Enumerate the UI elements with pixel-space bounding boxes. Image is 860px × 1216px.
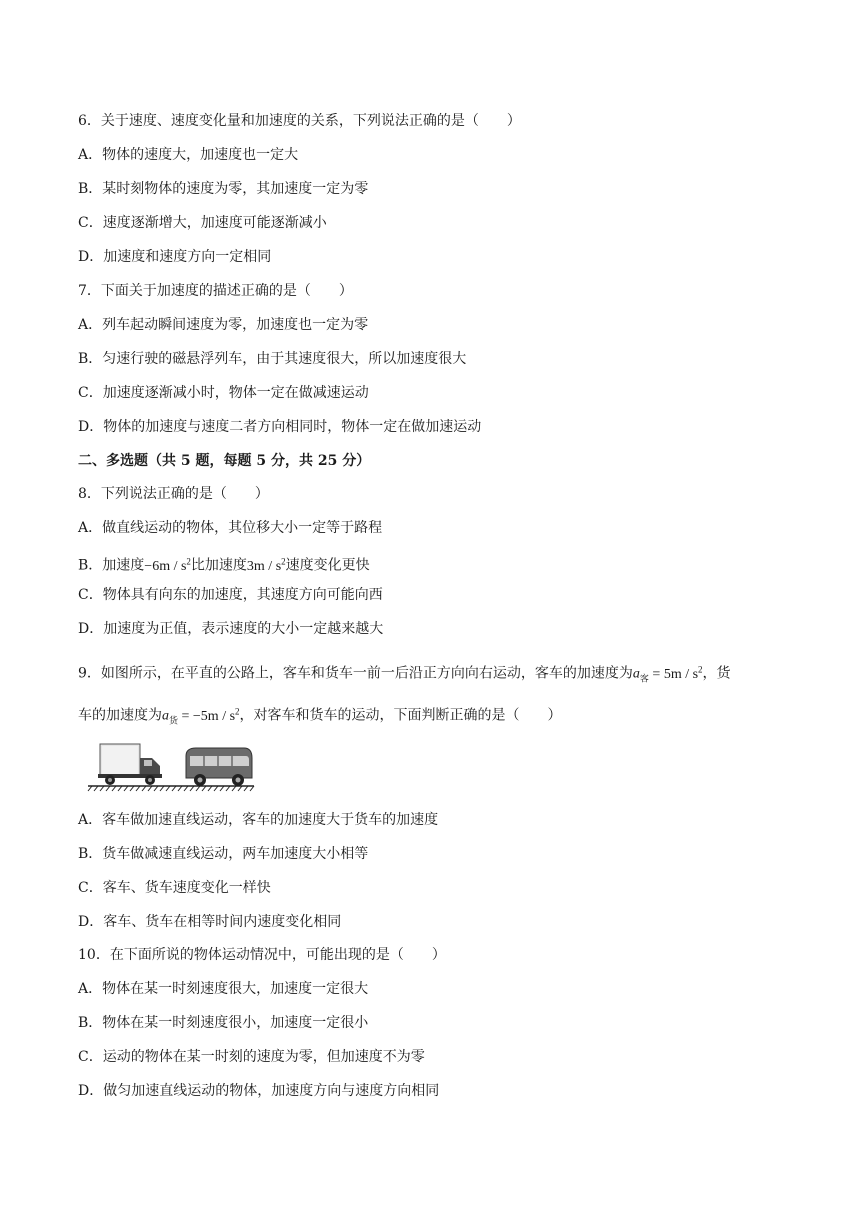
bus-icon <box>186 748 252 786</box>
question-9-stem-line2: 车的加速度为$a_货 = -5m / s^2$，对客车和货车的运动，下面判断正确的是（ ） <box>78 706 562 727</box>
question-10-option-b: B．物体在某一时刻速度很小，加速度一定很小 <box>78 1015 369 1031</box>
option-b-suffix: 速度变化更快 <box>285 557 370 574</box>
question-10-stem: 10．在下面所说的物体运动情况中，可能出现的是（ ） <box>78 947 446 963</box>
question-6-stem: 6．关于速度、速度变化量和加速度的关系，下列说法正确的是（ ） <box>78 113 521 129</box>
acceleration-value-2: $3m / s^2$ <box>246 556 286 574</box>
question-9-stem-line1: 9．如图所示，在平直的公路上，客车和货车一前一后沿正方向向右运动，客车的加速度为$a_客 = 5m / s^2$，货 <box>78 664 731 685</box>
question-9-option-c: C．客车、货车速度变化一样快 <box>78 880 271 896</box>
question-8-stem: 8．下列说法正确的是（ ） <box>78 486 269 502</box>
question-8-option-b <box>78 551 370 577</box>
question-9-option-d: D．客车、货车在相等时间内速度变化相同 <box>78 914 342 930</box>
truck-icon <box>98 744 162 785</box>
question-8-option-a: A．做直线运动的物体，其位移大小一定等于路程 <box>78 520 383 536</box>
question-9-option-b: B．货车做减速直线运动，两车加速度大小相等 <box>78 846 369 862</box>
question-6-option-b: B．某时刻物体的速度为零，其加速度一定为零 <box>78 181 369 197</box>
option-b-mid: 比加速度 <box>190 557 247 574</box>
question-7-option-d: D．物体的加速度与速度二者方向相同时，物体一定在做加速运动 <box>78 419 482 435</box>
question-10-option-d: D．做匀加速直线运动的物体，加速度方向与速度方向相同 <box>78 1083 440 1099</box>
question-7-option-b: B．匀速行驶的磁悬浮列车，由于其速度很大，所以加速度很大 <box>78 351 467 367</box>
question-6-option-a: A．物体的速度大，加速度也一定大 <box>78 147 299 163</box>
question-6-option-d: D．加速度和速度方向一定相同 <box>78 249 272 265</box>
question-7-option-a: A．列车起动瞬间速度为零，加速度也一定为零 <box>78 317 369 333</box>
question-7-stem: 7．下面关于加速度的描述正确的是（ ） <box>78 283 353 299</box>
question-6-option-c: C．速度逐渐增大，加速度可能逐渐减小 <box>78 215 327 231</box>
acceleration-value-1: $-6m / s^2$ <box>144 556 191 574</box>
truck-and-bus-figure <box>86 736 256 792</box>
question-8-option-d: D．加速度为正值，表示速度的大小一定越来越大 <box>78 621 384 637</box>
question-7-option-c: C．加速度逐渐减小时，物体一定在做减速运动 <box>78 385 369 401</box>
question-10-option-a: A．物体在某一时刻速度很大，加速度一定很大 <box>78 981 369 997</box>
question-8-option-c: C．物体具有向东的加速度，其速度方向可能向西 <box>78 587 383 603</box>
section-heading-multiple-choice: 二、多选题（共 5 题，每题 5 分，共 25 分） <box>78 453 371 469</box>
question-10-option-c: C．运动的物体在某一时刻的速度为零，但加速度不为零 <box>78 1049 425 1065</box>
question-9-option-a: A．客车做加速直线运动，客车的加速度大于货车的加速度 <box>78 812 439 828</box>
option-b-prefix: B．加速度 <box>78 557 145 574</box>
